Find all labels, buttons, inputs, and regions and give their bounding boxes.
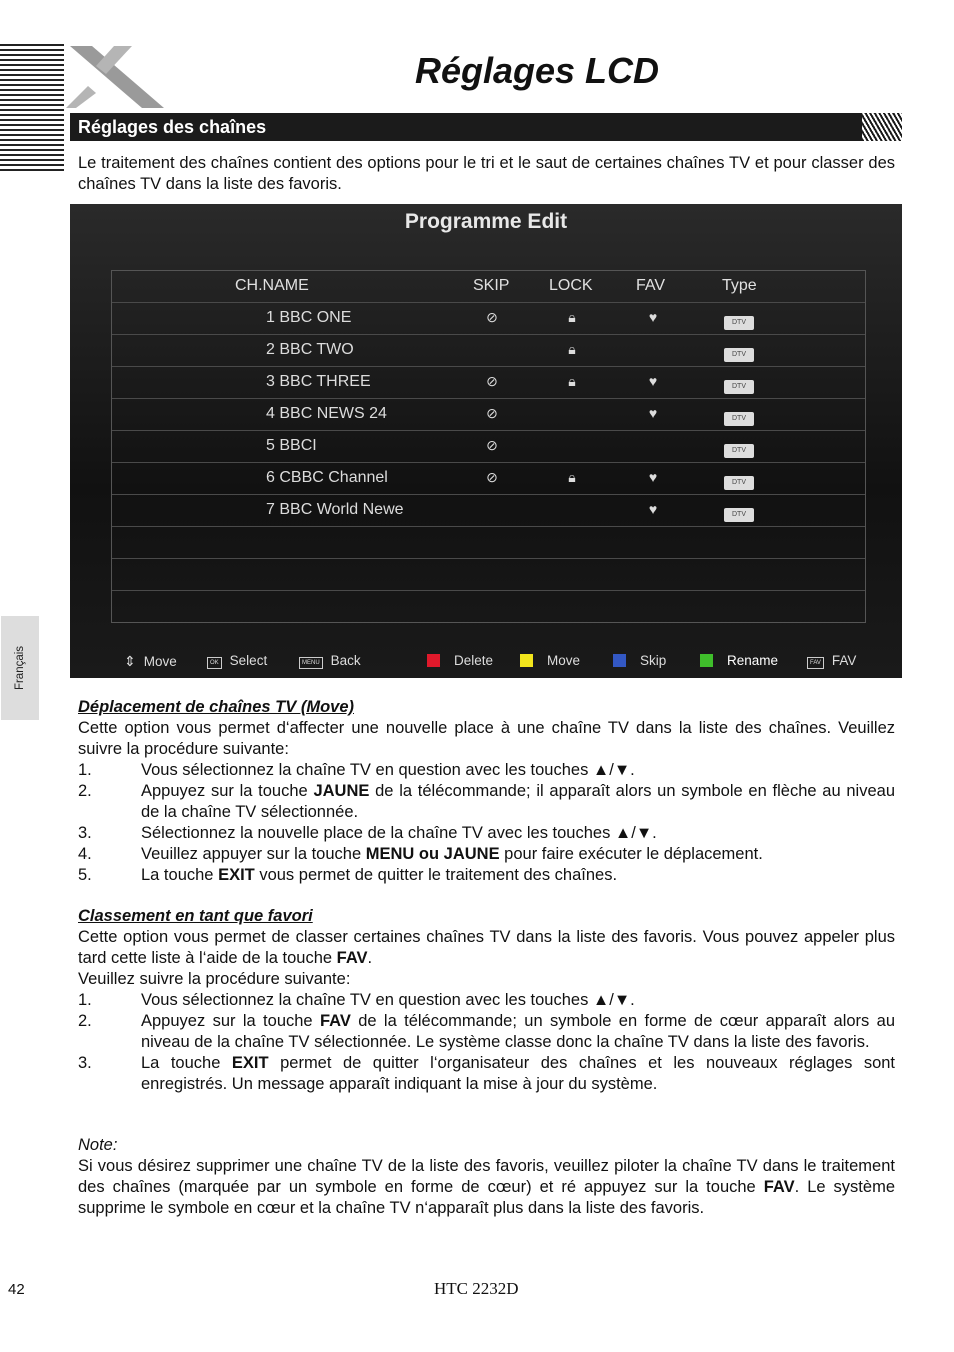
footer-fav: FAV FAV: [807, 653, 856, 669]
intro-paragraph: Le traitement des chaînes contient des options pour le tri et le saut de certaines chaînes TV et pour classer des chaînes TV dans la liste des favoris.: [78, 154, 895, 193]
skip-icon: ⊘: [486, 437, 498, 453]
note-section: [78, 1135, 895, 1219]
channel-table-header: [112, 271, 865, 303]
lock-icon: 🔒︎: [568, 373, 576, 389]
header-type: Type: [722, 277, 757, 294]
blue-key-icon: [613, 654, 626, 667]
footer-move-yellow: Move: [520, 653, 580, 668]
channel-row[interactable]: [112, 367, 865, 399]
channel-row[interactable]: [112, 335, 865, 367]
move-steps: [78, 760, 895, 886]
lock-icon: 🔒︎: [568, 309, 576, 325]
channel-row[interactable]: [112, 399, 865, 431]
step-item: 3. La touche EXIT permet de quitter l‘organisateur des chaînes et les nouveaux réglages sont enregistrés. Un message apparaît indiquant la mise à jour du système.: [78, 1054, 896, 1093]
empty-channel-row: [112, 591, 865, 622]
footer-delete: Delete: [427, 653, 493, 668]
fav-key-icon: FAV: [807, 657, 824, 669]
heart-icon: ♥: [648, 405, 658, 421]
language-tab: Français: [1, 616, 39, 720]
heart-icon: ♥: [648, 469, 658, 485]
dtv-badge: DTV: [724, 439, 754, 458]
footer-back: MENU Back: [299, 653, 361, 669]
note-label: Note:: [78, 1136, 118, 1154]
footer-move: ⇕ Move: [124, 653, 177, 669]
header-fav: FAV: [636, 277, 666, 294]
step-item: 2. Appuyez sur la touche FAV de la télécommande; un symbole en forme de cœur apparaît alors au niveau de la chaîne TV sélectionnée. Le système classe donc la chaîne TV dans la liste des favoris.: [78, 1012, 895, 1051]
footer-select: OK Select: [207, 653, 267, 669]
step-item: 5. La touche EXIT vous permet de quitter le traitement des chaînes.: [78, 866, 618, 884]
fav-procedure: Veuillez suivre la procédure suivante:: [78, 970, 351, 988]
heart-icon: ♥: [648, 309, 658, 325]
menu-key-icon: MENU: [299, 657, 323, 669]
heart-icon: ♥: [648, 501, 658, 517]
channel-row[interactable]: [112, 431, 865, 463]
fav-section: [78, 906, 895, 1095]
step-item: 1. Vous sélectionnez la chaîne TV en question avec les touches ▲/▼.: [78, 991, 635, 1009]
step-item: 2. Appuyez sur la touche JAUNE de la télécommande; il apparaît alors un symbole en flèche au niveau de la chaîne TV sélectionnée.: [78, 782, 895, 821]
tv-screenshot: [70, 204, 902, 678]
fav-heading: Classement en tant que favori: [78, 907, 313, 925]
channel-name: 5 BBCI: [266, 437, 317, 454]
yellow-key-icon: [520, 654, 533, 667]
move-intro: Cette option vous permet d‘affecter une nouvelle place à une chaîne TV dans la liste des chaînes. Veuillez suivre la procédure suivante:: [78, 719, 895, 758]
step-item: 4. Veuillez appuyer sur la touche MENU ou JAUNE pour faire exécuter le déplacement.: [78, 845, 763, 863]
channel-name: 6 CBBC Channel: [266, 469, 388, 486]
skip-icon: ⊘: [486, 373, 498, 389]
fav-steps: [78, 990, 895, 1095]
dtv-badge: DTV: [724, 407, 754, 426]
channel-row[interactable]: [112, 303, 865, 335]
footer-rename: Rename: [700, 653, 778, 668]
channel-name: 1 BBC ONE: [266, 309, 352, 326]
red-key-icon: [427, 654, 440, 667]
lock-icon: 🔒︎: [568, 341, 576, 357]
channel-row[interactable]: [112, 495, 865, 527]
lock-icon: 🔒︎: [568, 469, 576, 485]
empty-channel-row: [112, 559, 865, 591]
tv-footer: [70, 650, 902, 672]
step-item: 1. Vous sélectionnez la chaîne TV en question avec les touches ▲/▼.: [78, 761, 635, 779]
header-lock: LOCK: [549, 277, 593, 294]
model-name: HTC 2232D: [434, 1279, 519, 1298]
heart-icon: ♥: [648, 373, 658, 389]
channel-name: 4 BBC NEWS 24: [266, 405, 387, 422]
channel-name: 7 BBC World Newe: [266, 501, 404, 518]
footer-skip: Skip: [613, 653, 666, 668]
fav-intro: Cette option vous permet de classer certaines chaînes TV dans la liste des favoris. Vous pouvez appeler plus tard cette liste à l‘aide de la touche FAV.: [78, 928, 895, 967]
green-key-icon: [700, 654, 713, 667]
channel-table: [111, 270, 866, 623]
move-heading: Déplacement de chaînes TV (Move): [78, 698, 354, 716]
empty-channel-row: [112, 527, 865, 559]
page-number: 42: [8, 1281, 25, 1298]
note-text: Si vous désirez supprimer une chaîne TV de la liste des favoris, veuillez piloter la chaîne TV dans le traitement des chaînes (marquée par un symbole en forme de cœur) et ré appuyez sur la touche FAV. Le système supprime le symbole en cœur et la chaîne TV n‘apparaît plus dans la liste des favoris.: [78, 1157, 895, 1217]
tv-title: Programme Edit: [404, 210, 568, 233]
dtv-badge: DTV: [724, 503, 754, 522]
skip-icon: ⊘: [486, 469, 498, 485]
header-name: CH.NAME: [235, 277, 309, 294]
move-section: [78, 697, 895, 886]
dtv-badge: DTV: [724, 343, 754, 362]
step-item: 3. Sélectionnez la nouvelle place de la chaîne TV avec les touches ▲/▼.: [78, 824, 657, 842]
section-header: [70, 113, 902, 141]
updown-arrow-icon: ⇕: [124, 653, 136, 669]
channel-name: 3 BBC THREE: [266, 373, 371, 390]
channel-row[interactable]: [112, 463, 865, 495]
skip-icon: ⊘: [486, 309, 498, 325]
section-hatch: [862, 113, 902, 141]
channel-name: 2 BBC TWO: [266, 341, 354, 358]
dtv-badge: DTV: [724, 471, 754, 490]
dtv-badge: DTV: [724, 311, 754, 330]
page-title: Réglages LCD: [414, 50, 660, 91]
skip-icon: ⊘: [486, 405, 498, 421]
header-skip: SKIP: [473, 277, 510, 294]
dtv-badge: DTV: [724, 375, 754, 394]
ok-key-icon: OK: [207, 657, 222, 669]
section-title: Réglages des chaînes: [78, 117, 267, 137]
